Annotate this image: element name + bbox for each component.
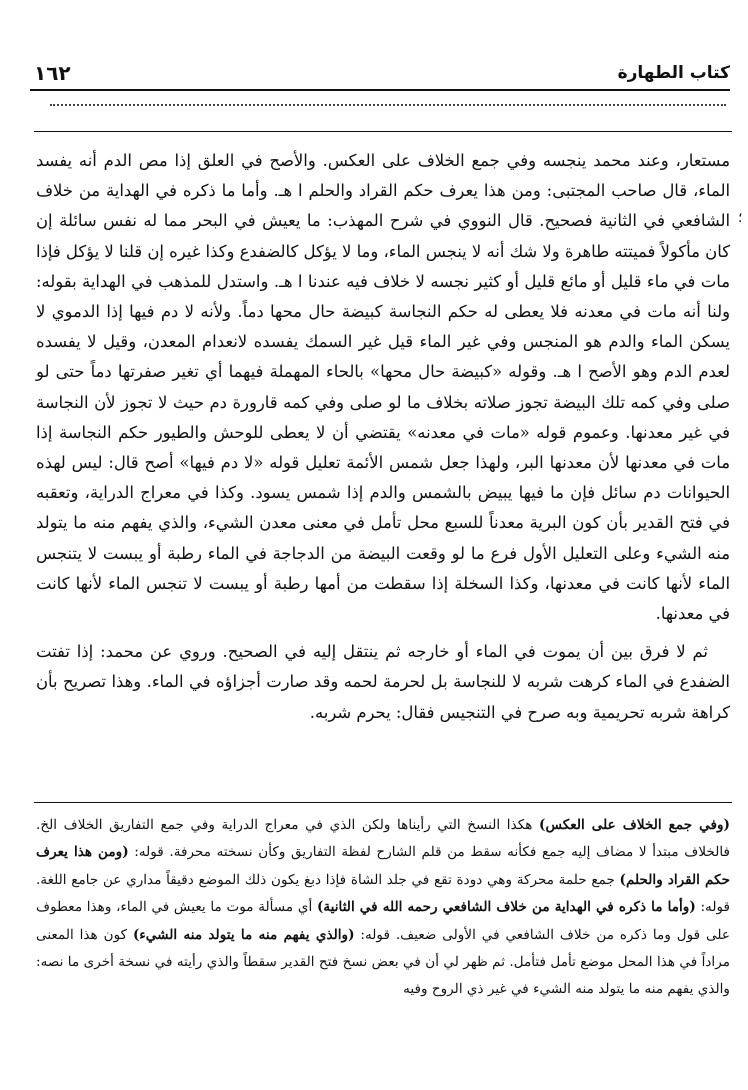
- footnote-comment: كون هذا المعنى مراداً في هذا المحل موضع تأمل فتأمل. ثم ظهر لي أن في بعض نسخ فتح القدير سقطاً والذي رأيته في نسخة أخرى ما نصه: والذي يفهم منه ما يتولد منه الشيء في غير ذي الروح وفيه: [36, 926, 730, 998]
- footnotes-rule: [34, 802, 732, 803]
- book-title: كتاب الطهارة: [617, 63, 730, 83]
- header-rule: [30, 89, 730, 91]
- running-header: [34, 58, 730, 88]
- dotted-separator: [50, 104, 726, 116]
- main-text-rule: [34, 131, 732, 132]
- footnote-lemma: (ومن هذا يعرف حكم القراد والحلم): [36, 844, 730, 888]
- main-paragraph: ثم لا فرق بين أن يموت في الماء أو خارجه ثم ينتقل إليه في الصحيح. وروي عن محمد: إذا تفتت الضفدع في الماء كرهت شربه لا للنجاسة بل لحرمة لحمه وقد صارت أجزاؤه في الماء. وهذا تصريح بأن كراهة شربه تحريمية وبه صرح في التنجيس فقال: يحرم شربه.: [36, 642, 730, 722]
- footnote-lemma: (وفي جمع الخلاف على العكس): [539, 817, 730, 833]
- main-paragraph: مستعار، وعند محمد ينجسه وفي جمع الخلاف على العكس. والأصح في العلق إذا مص الدم أنه يفسد الماء، قال صاحب المجتبى: ومن هذا يعرف حكم القراد والحلم ا هـ. وأما ما ذكره في الهداية من خلاف الشافعي في الثانية فصحيح. قال النووي في شرح المهذب: ما يعيش في البحر مما له نفس سائلة إن كان مأكولاً فميتته طاهرة ولا شك أنه لا ينجس الماء، وما لا يؤكل كالضفدع وكذا غيره إن قلنا لا يؤكل فإذا مات في ماء قليل أو مائع قليل أو كثير نجسه لا خلاف فيه عندنا ا هـ. واستدل للمذهب في الهداية بقوله: ولنا أنه مات في معدنه فلا يعطى له حكم النجاسة كبيضة حال محها دماً. ولأنه لا دم فيها إذا الدموي لا يسكن الماء والدم هو المنجس وفي غير الماء قيل غير السمك يفسده لانعدام المعدن، وقيل لا يفسده لعدم الدم وهو الأصح ا هـ. وقوله «كبيضة حال محها» بالحاء المهملة فيهما أي تغير صفرتها دماً حتى لو صلى وفي كمه تلك البيضة تجوز صلاته بخلاف ما لو صلى وفي كمه قارورة دم حيث لا تجوز لأن النجاسة في غير معدنها. وعموم قوله «مات في معدنه» يقتضي أن لا يعطى للوحش والطيور حكم النجاسة إذا مات في معدنها لأن معدنها البر، ولهذا جعل شمس الأئمة تعليل قوله «لا دم فيها» أصح قال: ليس لهذه الحيوانات دم سائل فإن ما فيها يبيض بالشمس والدم إذا شمس يسود. وكذا في معراج الدراية، وتعقبه في فتح القدير بأن كون البرية معدناً للسبع محل تأمل في معنى معدن الشيء، والذي يفهم منه ما يتولد منه الشيء وعلى التعليل الأول فرع ما لو وقعت البيضة من الدجاجة في الماء رطبة أو يبست لا يتنجس الماء لأنها كانت في معدنها، وكذا السخلة إذا سقطت من أمها رطبة أو يبست لا تنجس الماء لأنها كانت في معدنها.: [36, 151, 730, 624]
- footnote-comment: أي مسألة موت ما يعيش في الماء، وهذا معطوف على قول وما ذكره من خلاف الشافعي في الأولى ضعيف. قوله:: [36, 899, 730, 943]
- page-number: ١٦٢: [34, 61, 71, 85]
- main-text: [36, 146, 730, 728]
- footnotes: [36, 812, 730, 1088]
- footnote-paragraph: [36, 812, 730, 1004]
- margin-mark: ؛: [738, 210, 743, 226]
- footnote-comment: هكذا النسخ التي رأيناها ولكن الذي في معراج الدراية وفي جمع التفاريق الخلاف الخ. فالخلاف مبتدأ لا مضاف إليه جمع فكأنه سقط من قلم الشارح لفظة التفاريق وكأن نسخته محرفة. قوله:: [36, 817, 730, 861]
- footnote-lemma: (وأما ما ذكره في الهداية من خلاف الشافعي رحمه الله في الثانية): [316, 899, 696, 916]
- footnote-comment: جمع حلمة محركة وهي دودة تقع في جلد الشاة فإذا دبغ يكون ذلك الموضع دقيقاً مداري عن جامع اللغة. قوله:: [36, 871, 730, 916]
- footnote-lemma: (والذي يفهم منه ما يتولد منه الشيء): [132, 926, 355, 943]
